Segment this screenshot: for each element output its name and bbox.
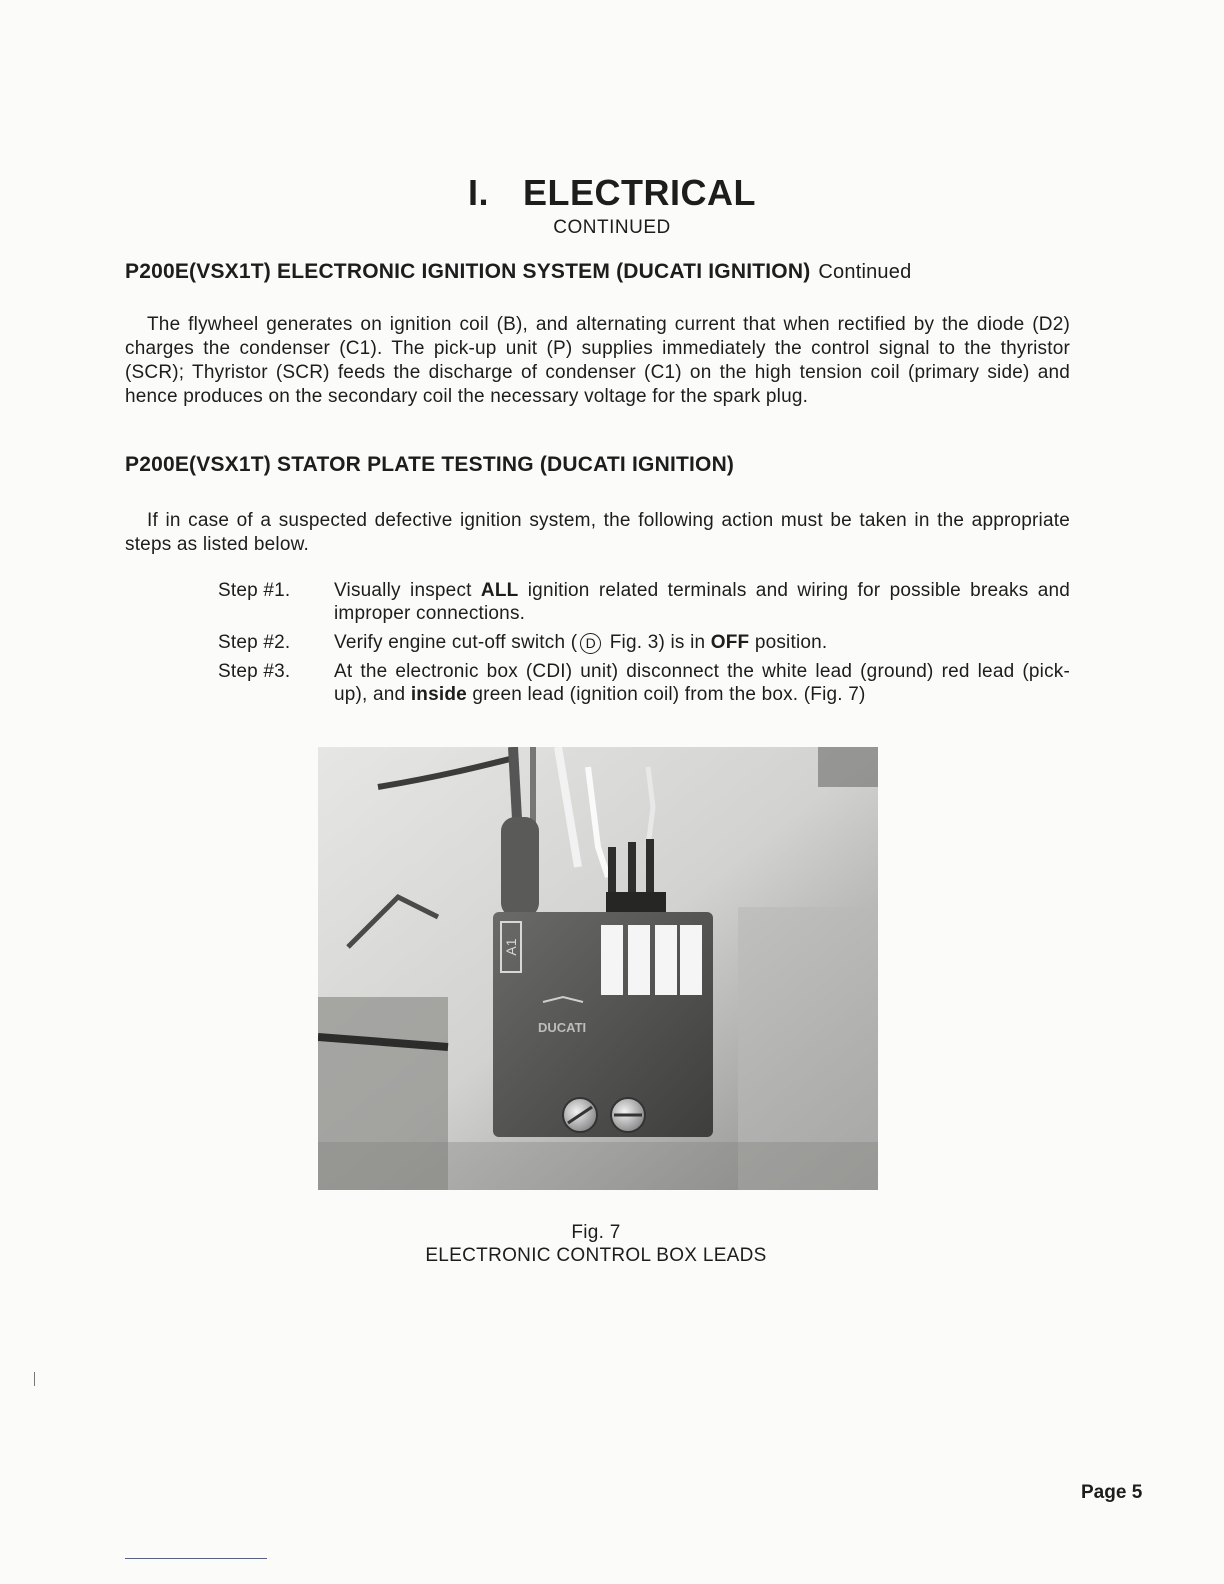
step-text [334, 631, 1070, 654]
circled-letter: D [580, 633, 601, 654]
figure-caption: ELECTRONIC CONTROL BOX LEADS [425, 1245, 767, 1266]
step-emphasis: inside [410, 684, 467, 705]
ducati-logo-text: DUCATI [538, 1020, 587, 1035]
figure-number: Fig. 7 [571, 1222, 621, 1243]
step-item [218, 660, 1070, 706]
step-label: Step #1. [218, 580, 291, 601]
ignition-system-paragraph: The flywheel generates on ignition coil (B), and alternating current that when rectified by the diode (D2) charges the condenser (C1). The pick-up unit (P) supplies immediately the control signal to the thyristor (SCR); Thyristor (SCR) feeds the discharge of condenser (C1) on the high tension coil (primary side) and hence produces on the secondary coil the necessary voltage for the spark plug. [125, 314, 1070, 407]
steps-list [218, 579, 1070, 712]
connector-label: A1 [503, 938, 519, 956]
ignition-system-heading-text: P200E(VSX1T) ELECTRONIC IGNITION SYSTEM (DUCATI IGNITION) [125, 260, 811, 283]
section-number: I. [467, 172, 489, 213]
step-text-part: Visually inspect [334, 580, 481, 601]
section-continued: CONTINUED [553, 217, 671, 238]
step-text-part: position. [749, 632, 828, 653]
step-text [334, 660, 1070, 706]
step-item [218, 631, 1070, 654]
step-text-part: Verify engine cut-off switch ( [334, 632, 578, 653]
step-text [334, 579, 1070, 625]
step-text-part: At the electronic box (CDI) unit) disconnect the white lead (ground) red lead (pick-up), and [334, 661, 1070, 705]
stator-testing-heading: P200E(VSX1T) STATOR PLATE TESTING (DUCATI IGNITION) [125, 453, 735, 476]
ignition-system-heading [125, 260, 911, 284]
step-text-part: Fig. 3) is in [604, 632, 711, 653]
scan-mark [34, 1372, 35, 1386]
step-text-part: ignition related terminals and wiring for possible breaks and improper connections. [334, 580, 1070, 624]
section-title [0, 172, 1224, 214]
control-box-photo [318, 747, 878, 1190]
step-text-part: green lead (ignition coil) from the box. (Fig. 7) [466, 684, 866, 705]
page-number: Page 5 [1081, 1482, 1143, 1503]
step-emphasis: OFF [710, 632, 750, 653]
figure-photo [318, 747, 878, 1190]
step-item [218, 579, 1070, 625]
stator-testing-intro: If in case of a suspected defective ignition system, the following action must be taken in the appropriate steps as listed below. [125, 510, 1070, 555]
heading-continued: Continued [818, 261, 912, 283]
step-emphasis: ALL [480, 580, 519, 601]
step-label: Step #3. [218, 661, 291, 682]
step-label: Step #2. [218, 632, 291, 653]
footer-rule [125, 1558, 267, 1559]
section-name: ELECTRICAL [523, 172, 756, 213]
